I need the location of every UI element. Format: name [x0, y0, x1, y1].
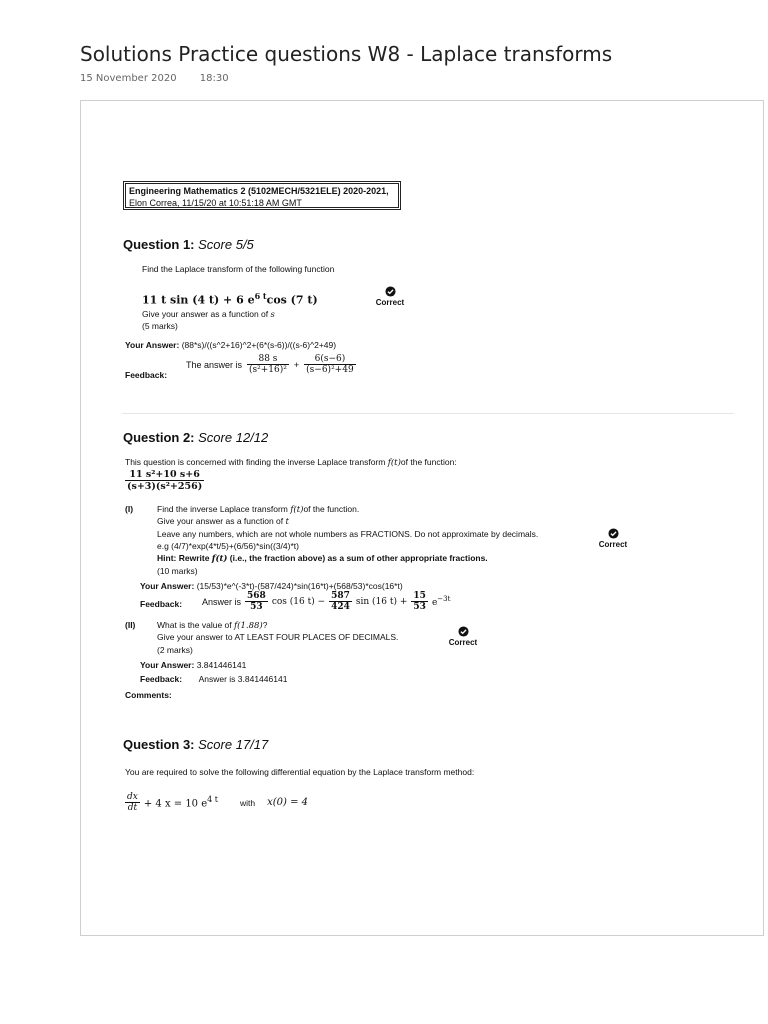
q1-prompt: Find the Laplace transform of the following function [142, 264, 335, 274]
q1-status: Correct [368, 286, 412, 307]
quiz-header-box [123, 181, 401, 210]
q2-p1-feedback: Answer is $\frac{568}{53}$ cos (16 t) − $\frac{587}{424}$ sin (16 t) + $\frac{15}{53}$ $e^{-3t}$ [202, 591, 451, 612]
q2-p1-your-answer: Your Answer: (15/53)*e^(-3*t)-(587/424)*sin(16*t)+(568/53)*cos(16*t) [140, 581, 403, 591]
check-circle-icon [385, 286, 396, 297]
q2-comments-label: Comments: [125, 690, 172, 700]
q2-p1-line4: e.g (4/7)*exp(4*t/5)+(6/56)*sin((3/4)*t) [157, 541, 299, 551]
q1-feedback: The answer is $\frac{88 s}{\text{(s²+16)²}}$ + $\frac{6(s-6)}{\text{(s−6)²+49}}$ [186, 354, 354, 375]
question-1-score: Score 5/5 [198, 237, 254, 252]
check-circle-icon [608, 528, 619, 539]
q1-fraction-2: $\frac{6(s-6)}{\text{(s−6)²+49}}$ [306, 354, 354, 375]
question-2-score: Score 12/12 [198, 430, 269, 445]
question-1-heading [123, 237, 254, 252]
q2-p1-feedback-label: Feedback: [140, 599, 183, 609]
course-name: Engineering Mathematics 2 (5102MECH/5321ELE) 2020-2021, [129, 186, 389, 196]
question-1-label: Question 1: [123, 237, 195, 252]
question-3-heading [123, 737, 268, 752]
q2-p1-line3: Leave any numbers, which are not whole numbers as FRACTIONS. Do not approximate by decimals. [157, 529, 539, 539]
q1-marks: (5 marks) [142, 321, 178, 331]
q2-part-1-label: (I) [125, 504, 134, 514]
q2-p2-your-answer: Your Answer: 3.841446141 [140, 660, 247, 670]
q1-instruction: Give your answer as a function of s [142, 309, 275, 320]
check-circle-icon [458, 626, 469, 637]
q2-intro: This question is concerned with finding the inverse Laplace transform f(t)of the function: [125, 457, 457, 468]
question-3-score: Score 17/17 [198, 737, 269, 752]
q2-transfer-function: $\frac{\text{11 s²+10 s+6}}{\text{(s+3)(s²+256)}}$ [127, 469, 203, 492]
q1-your-answer: Your Answer: (88*s)/((s^2+16)^2+(6*(s-6))/((s-6)^2+49) [125, 340, 337, 350]
q2-p1-status: Correct [591, 528, 635, 549]
q2-p2-line2: Give your answer to AT LEAST FOUR PLACES OF DECIMALS. [157, 632, 399, 642]
q2-p1-line1: Find the inverse Laplace transform f(t)of the function. [157, 504, 360, 515]
student-line: Elon Correa, 11/15/20 at 10:51:18 AM GMT [129, 198, 302, 208]
q2-p2-marks: (2 marks) [157, 645, 193, 655]
q3-differential-equation: $\frac{dx}{dt}$ + 4 x = 10 $e^{4 t}$ with x(0) = 4 [127, 792, 309, 813]
page-meta [80, 73, 249, 84]
question-3-label: Question 3: [123, 737, 195, 752]
question-separator [122, 413, 734, 414]
q3-prompt: You are required to solve the following differential equation by the Laplace transform method: [125, 767, 475, 777]
q2-p1-hint: Hint: Rewrite f(t) (i.e., the fraction above) as a sum of other appropriate fractions. [157, 553, 488, 564]
q2-p2-status: Correct [441, 626, 485, 647]
q2-p2-line1: What is the value of f(1.88)? [157, 620, 268, 631]
q2-p1-marks: (10 marks) [157, 566, 198, 576]
q1-feedback-label: Feedback: [125, 370, 168, 380]
page-date: 15 November 2020 [80, 73, 177, 84]
q1-fraction-1: $\frac{88 s}{\text{(s²+16)²}}$ [249, 354, 287, 375]
q2-part-2-label: (II) [125, 620, 136, 630]
question-2-heading [123, 430, 268, 445]
question-2-label: Question 2: [123, 430, 195, 445]
q1-function: 11 t sin (4 t) + 6 $e^{6 t}\cos$ (7 t) [142, 291, 318, 307]
page-title: Solutions Practice questions W8 - Laplace transforms [80, 42, 613, 66]
q2-p1-line2: Give your answer as a function of t [157, 516, 289, 527]
page-time: 18:30 [199, 73, 229, 84]
q2-p2-feedback: Feedback: Answer is 3.841446141 [140, 674, 288, 684]
